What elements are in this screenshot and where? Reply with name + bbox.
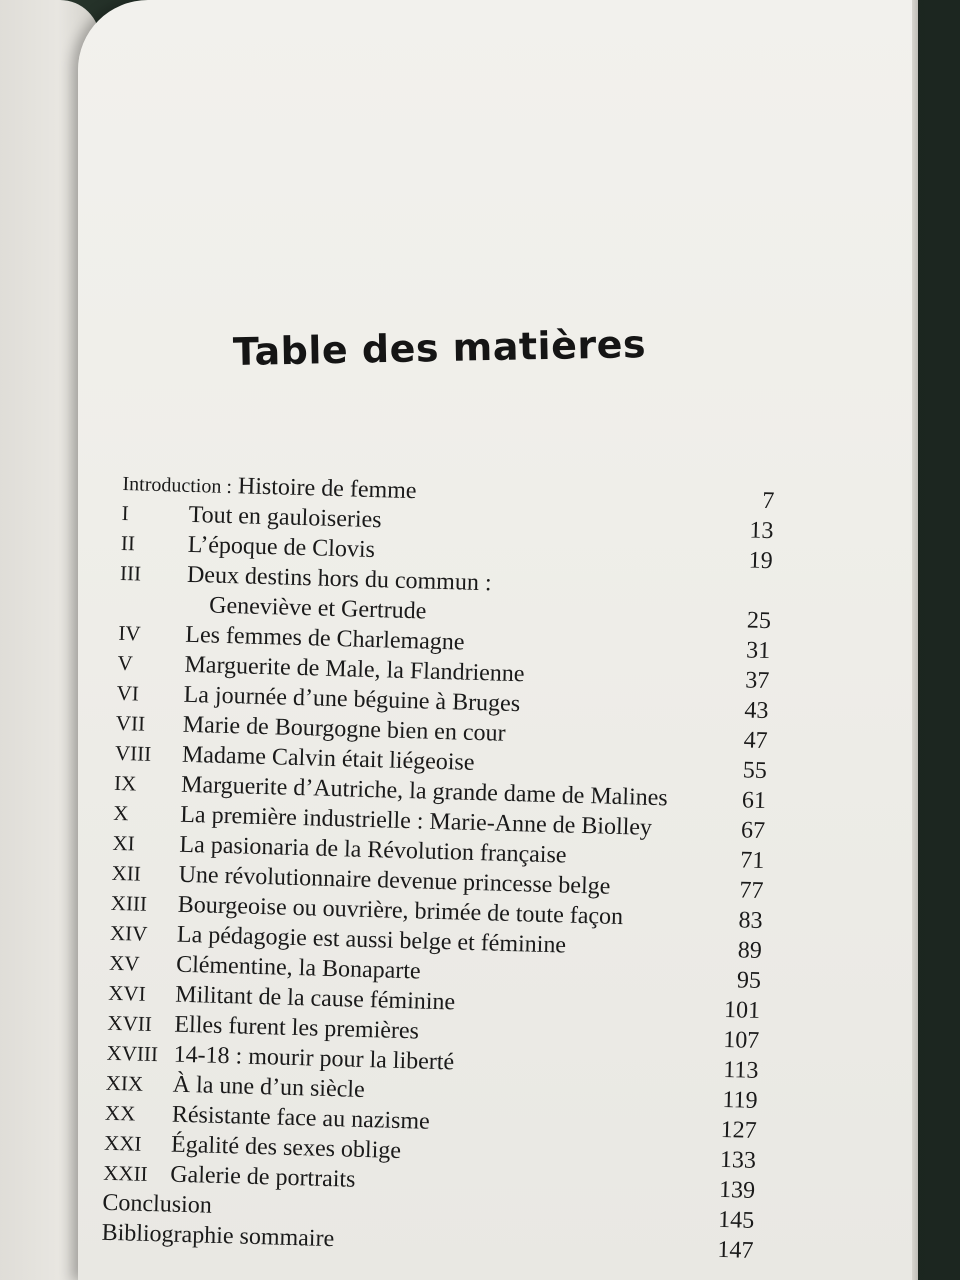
toc-page-number: 77 [739,877,764,905]
toc-chapter-title: Bourgeoise ou ouvrière, brimée de toute façon [177,891,624,931]
toc-page-number: 55 [742,757,768,785]
toc-page-number: 119 [722,1086,758,1114]
toc-chapter-title: Madame Calvin était liégeoise [181,741,475,776]
toc-chapter-number: XXII [102,1160,148,1186]
toc-page-number: 13 [749,517,774,545]
toc-page-number: 61 [741,787,767,815]
toc-page-number: 31 [745,637,771,665]
toc-page-number: 101 [723,997,761,1024]
toc-chapter-number: X [113,800,129,826]
toc-chapter-title: L’époque de Clovis [187,531,376,564]
toc-chapter-title: Marie de Bourgogne bien en cour [182,711,506,747]
toc-chapter-title: À la une d’un siècle [172,1071,366,1103]
toc-chapter-number: V [117,650,134,676]
toc-chapter-number: XII [111,860,142,886]
toc-chapter-list [103,498,774,1206]
toc-page-number: 95 [736,967,762,995]
toc-chapter-number: XVII [107,1010,153,1037]
toc-chapter-number: XXI [103,1130,142,1156]
toc-page-number: 147 [717,1236,754,1264]
toc-chapter-title-continuation: Geneviève et Gertrude [208,592,427,625]
toc-chapter-number: IV [118,620,141,646]
toc-chapter-title: Égalité des sexes oblige [170,1131,402,1165]
toc-page-number: 43 [744,697,769,725]
toc-chapter-number: IX [113,770,137,796]
toc-back-matter-title: Bibliographie sommaire [101,1219,335,1253]
page-edge [912,0,918,1280]
toc-chapter-number: VII [115,710,146,736]
toc-chapter-title: Clémentine, la Bonaparte [175,951,422,985]
toc-chapter-title: La pédagogie est aussi belge et féminine [176,921,567,959]
toc-chapter-number: VIII [114,740,152,766]
toc-chapter-number: XV [108,950,140,976]
toc-chapter-number: I [121,500,130,526]
toc-back-matter-title: Conclusion [102,1189,213,1219]
toc-chapter-number: XIX [105,1070,144,1096]
table-of-contents [101,468,775,1266]
toc-chapter-number: XVI [108,980,146,1006]
toc-page-number: 107 [722,1026,760,1054]
toc-introduction-prefix: Introduction : [122,472,233,499]
toc-chapter-title: Elles furent les premières [174,1011,420,1045]
toc-chapter-title: Deux destins hors du commun : [186,561,492,597]
toc-page-number: 37 [744,667,770,695]
toc-chapter-title: Militant de la cause féminine [174,981,456,1016]
toc-page-number: 25 [746,607,772,635]
toc-page-number: 47 [743,727,768,755]
toc-chapter-title: La première industrielle : Marie-Anne de Biolley [179,801,653,841]
toc-introduction-title: Histoire de femme [237,473,417,505]
toc-chapter-number: VI [116,680,140,706]
toc-chapter-number: XX [104,1100,136,1126]
toc-page-number: 139 [718,1176,756,1204]
toc-page-number: 127 [720,1116,758,1144]
toc-page-number: 19 [748,547,774,575]
toc-chapter-number: III [119,560,142,586]
toc-page-number: 83 [738,907,763,935]
toc-chapter-title: Marguerite d’Autriche, la grande dame de Malines [180,771,669,812]
toc-page-number: 71 [739,847,765,875]
toc-chapter-title: Marguerite de Male, la Flandrienne [184,651,525,688]
toc-chapter-title: La journée d’une béguine à Bruges [183,681,521,718]
toc-chapter-number: II [120,530,136,556]
toc-page-number: 67 [740,817,766,845]
toc-chapter-number: XVIII [106,1040,159,1067]
toc-chapter-title: La pasionaria de la Révolution française [179,831,567,869]
toc-page-number: 89 [737,937,763,965]
toc-page-number: 145 [717,1206,755,1234]
toc-chapter-title: Tout en gauloiseries [188,501,382,534]
toc-page-number: 113 [722,1057,759,1084]
toc-page-number: 7 [761,487,775,515]
toc-chapter-title: Les femmes de Charlemagne [185,621,465,656]
page-title: Table des matières [232,322,647,374]
toc-chapter-number: XIV [109,920,148,946]
book-page [78,0,918,1280]
toc-chapter-title: Résistante face au nazisme [171,1101,431,1135]
toc-page-number: 133 [719,1146,757,1174]
toc-chapter-number: XI [112,830,136,856]
toc-chapter-title: Une révolutionnaire devenue princesse belge [178,861,611,900]
toc-chapter-title: 14-18 : mourir pour la liberté [173,1041,455,1076]
toc-chapter-title: Galerie de portraits [169,1161,356,1193]
toc-chapter-number: XIII [110,890,148,916]
